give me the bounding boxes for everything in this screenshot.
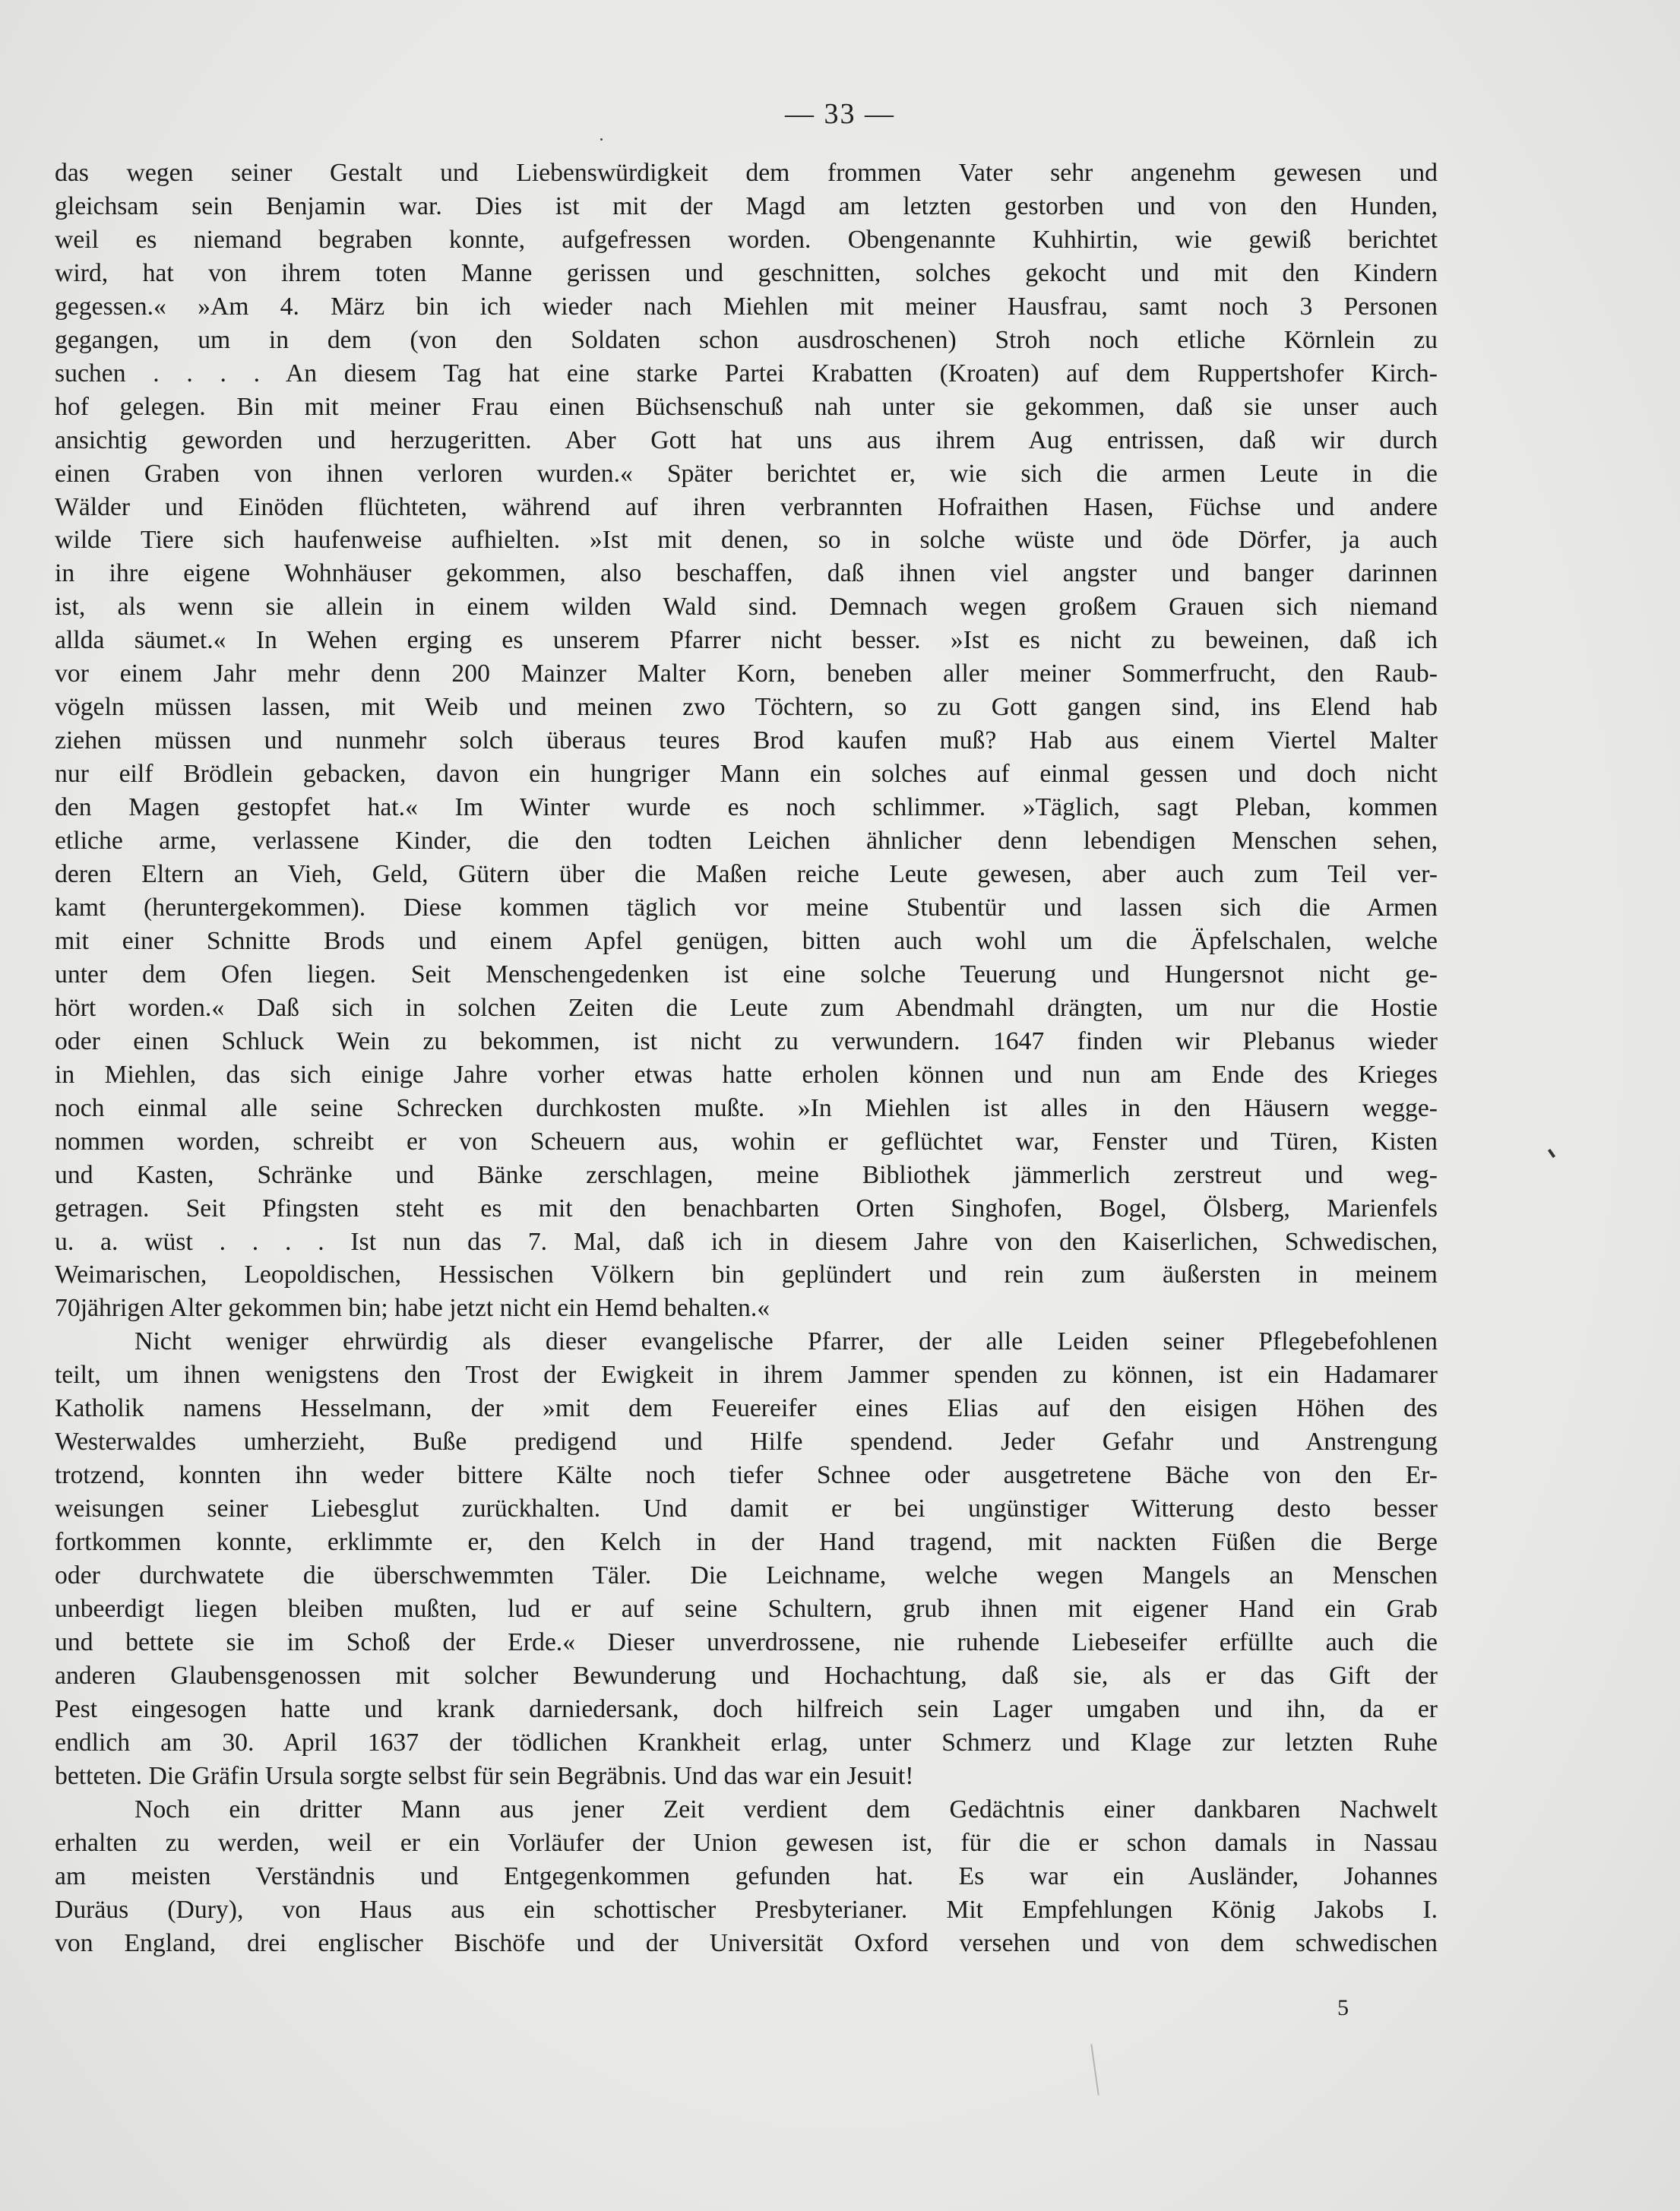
text-line: Nicht weniger ehrwürdig als dieser evangelische Pfarrer, der alle Leiden seiner Pflegebefohlenen <box>134 1327 1438 1356</box>
text-line: 70jährigen Alter gekommen bin; habe jetzt nicht ein Hemd behalten.« <box>55 1294 770 1323</box>
text-line: und bettete sie im Schoß der Erde.« Dieser unverdrossene, nie ruhende Liebeseifer erfüllte auch die <box>55 1627 1438 1656</box>
signature-mark: 5 <box>1337 1995 1349 2020</box>
text-line: anderen Glaubensgenossen mit solcher Bewunderung und Hochachtung, daß sie, als er das Gift der <box>55 1661 1438 1690</box>
text-line: Wälder und Einöden flüchteten, während auf ihren verbrannten Hofraithen Hasen, Füchse und andere <box>55 492 1438 521</box>
text-line: suchen . . . . An diesem Tag hat eine starke Partei Krabatten (Kroaten) auf dem Ruppertshofer Kirch- <box>55 359 1438 387</box>
text-line: betteten. Die Gräfin Ursula sorgte selbst für sein Begräbnis. Und das war ein Jesuit! <box>55 1761 914 1790</box>
text-line: mit einer Schnitte Brods und einem Apfel genügen, bitten auch wohl um die Äpfelschalen, welche <box>55 926 1438 955</box>
text-line: endlich am 30. April 1637 der tödlichen Krankheit erlag, unter Schmerz und Klage zur letzten Ruhe <box>55 1728 1438 1757</box>
text-line: erhalten zu werden, weil er ein Vorläufer der Union gewesen ist, für die er schon damals in Nassau <box>55 1828 1438 1857</box>
text-line: wilde Tiere sich haufenweise aufhielten. »Ist mit denen, so in solche wüste und öde Dörfer, ja auch <box>55 526 1438 555</box>
text-line: wird, hat von ihrem toten Manne gerissen und geschnitten, solches gekocht und mit den Kindern <box>55 258 1438 287</box>
text-line: hört worden.« Daß sich in solchen Zeiten die Leute zum Abendmahl drängten, um nur die Hostie <box>55 993 1438 1022</box>
text-line: weil es niemand begraben konnte, aufgefressen worden. Obengenannte Kuhhirtin, wie gewiß berichtet <box>55 225 1438 254</box>
text-line: das wegen seiner Gestalt und Liebenswürdigkeit dem frommen Vater sehr angenehm gewesen und <box>55 159 1438 187</box>
text-line: und Kasten, Schränke und Bänke zerschlagen, meine Bibliothek jämmerlich zerstreut und weg- <box>55 1160 1438 1189</box>
text-line: noch einmal alle seine Schrecken durchkosten mußte. »In Miehlen ist alles in den Häusern wegge- <box>55 1093 1438 1122</box>
text-line: weisungen seiner Liebesglut zurückhalten. Und damit er bei ungünstiger Witterung desto besser <box>55 1495 1438 1523</box>
text-line: Weimarischen, Leopoldischen, Hessischen Völkern bin geplündert und rein zum äußersten in meinem <box>55 1260 1438 1289</box>
text-line: nommen worden, schreibt er von Scheuern aus, wohin er geflüchtet war, Fenster und Türen, Kisten <box>55 1127 1438 1156</box>
text-line: in Miehlen, das sich einige Jahre vorher etwas hatte erholen können und nun am Ende des Krieges <box>55 1060 1438 1089</box>
text-line: Westerwaldes umherzieht, Buße predigend und Hilfe spendend. Jeder Gefahr und Anstrengung <box>55 1428 1438 1457</box>
text-line: gegangen, um in dem (von den Soldaten schon ausdroschenen) Stroh noch etliche Körnlein zu <box>55 325 1438 354</box>
text-line: vögeln müssen lassen, mit Weib und meinen zwo Töchtern, so zu Gott gangen sind, ins Elend hab <box>55 693 1438 722</box>
text-line: den Magen gestopfet hat.« Im Winter wurde es noch schlimmer. »Täglich, sagt Pleban, kommen <box>55 793 1438 822</box>
text-line: deren Eltern an Vieh, Geld, Gütern über die Maßen reiche Leute gewesen, aber auch zum Teil ver- <box>55 860 1438 889</box>
text-line: gegessen.« »Am 4. März bin ich wieder nach Miehlen mit meiner Hausfrau, samt noch 3 Personen <box>55 292 1438 321</box>
speck-mark <box>600 138 603 141</box>
text-line: allda säumet.« In Wehen erging es unserem Pfarrer nicht besser. »Ist es nicht zu beweinen, daß ich <box>55 626 1438 655</box>
text-line: getragen. Seit Pfingsten steht es mit den benachbarten Orten Singhofen, Bogel, Ölsberg, Marienfels <box>55 1194 1438 1223</box>
text-line: am meisten Verständnis und Entgegenkommen gefunden hat. Es war ein Ausländer, Johannes <box>55 1861 1438 1890</box>
text-line: vor einem Jahr mehr denn 200 Mainzer Malter Korn, beneben aller meiner Sommerfrucht, den Raub- <box>55 660 1438 688</box>
text-line: von England, drei englischer Bischöfe und der Universität Oxford versehen und von dem schwedischen <box>55 1928 1438 1957</box>
text-line: trotzend, konnten ihn weder bittere Kälte noch tiefer Schnee oder ausgetretene Bäche von den Er- <box>55 1461 1438 1490</box>
text-line: gleichsam sein Benjamin war. Dies ist mit der Magd am letzten gestorben und von den Hunden, <box>55 191 1438 220</box>
text-line: Pest eingesogen hatte und krank darniedersank, doch hilfreich sein Lager umgaben und ihn, da er <box>55 1694 1438 1723</box>
text-line: nur eilf Brödlein gebacken, davon ein hungriger Mann ein solches auf einmal gessen und doch nicht <box>55 760 1438 789</box>
body-text <box>55 157 1438 1960</box>
text-line: oder einen Schluck Wein zu bekommen, ist nicht zu verwundern. 1647 finden wir Plebanus wieder <box>55 1026 1438 1055</box>
text-line: unbeerdigt liegen bleiben mußten, lud er auf seine Schultern, grub ihnen mit eigener Hand ein Grab <box>55 1594 1438 1623</box>
text-line: oder durchwatete die überschwemmten Täler. Die Leichname, welche wegen Mangels an Menschen <box>55 1561 1438 1590</box>
text-line: hof gelegen. Bin mit meiner Frau einen Büchsenschuß nah unter sie gekommen, daß sie unser auch <box>55 392 1438 421</box>
page-number: — 33 — <box>785 98 895 130</box>
text-line: ist, als wenn sie allein in einem wilden Wald sind. Demnach wegen großem Grauen sich niemand <box>55 593 1438 622</box>
text-line: unter dem Ofen liegen. Seit Menschengedenken ist eine solche Teuerung und Hungersnot nicht ge- <box>55 960 1438 988</box>
text-line: etliche arme, verlassene Kinder, die den todten Leichen ähnlicher denn lebendigen Menschen sehen, <box>55 827 1438 856</box>
text-line: fortkommen konnte, erklimmte er, den Kelch in der Hand tragend, mit nackten Füßen die Berge <box>55 1528 1438 1557</box>
text-line: u. a. wüst . . . . Ist nun das 7. Mal, daß ich in diesem Jahre von den Kaiserlichen, Schwedischen, <box>55 1227 1438 1256</box>
text-line: Duräus (Dury), von Haus aus ein schottischer Presbyterianer. Mit Empfehlungen König Jakobs I. <box>55 1895 1438 1924</box>
text-line: ziehen müssen und nunmehr solch überaus teures Brod kaufen muß? Hab aus einem Viertel Malter <box>55 726 1438 755</box>
text-line: Noch ein dritter Mann aus jener Zeit verdient dem Gedächtnis einer dankbaren Nachwelt <box>134 1795 1438 1824</box>
text-line: ansichtig geworden und herzugeritten. Aber Gott hat uns aus ihrem Aug entrissen, daß wir durch <box>55 425 1438 454</box>
scratch-mark <box>1090 2044 1099 2096</box>
text-line: teilt, um ihnen wenigstens den Trost der Ewigkeit in ihrem Jammer spenden zu können, ist ein Hadamarer <box>55 1361 1438 1390</box>
ink-mark <box>1548 1149 1555 1158</box>
text-line: einen Graben von ihnen verloren wurden.« Später berichtet er, wie sich die armen Leute in die <box>55 459 1438 488</box>
text-line: in ihre eigene Wohnhäuser gekommen, also beschaffen, daß ihnen viel angster und banger darinnen <box>55 559 1438 588</box>
text-line: kamt (heruntergekommen). Diese kommen täglich vor meine Stubentür und lassen sich die Armen <box>55 893 1438 922</box>
text-line: Katholik namens Hesselmann, der »mit dem Feuereifer eines Elias auf den eisigen Höhen des <box>55 1394 1438 1423</box>
